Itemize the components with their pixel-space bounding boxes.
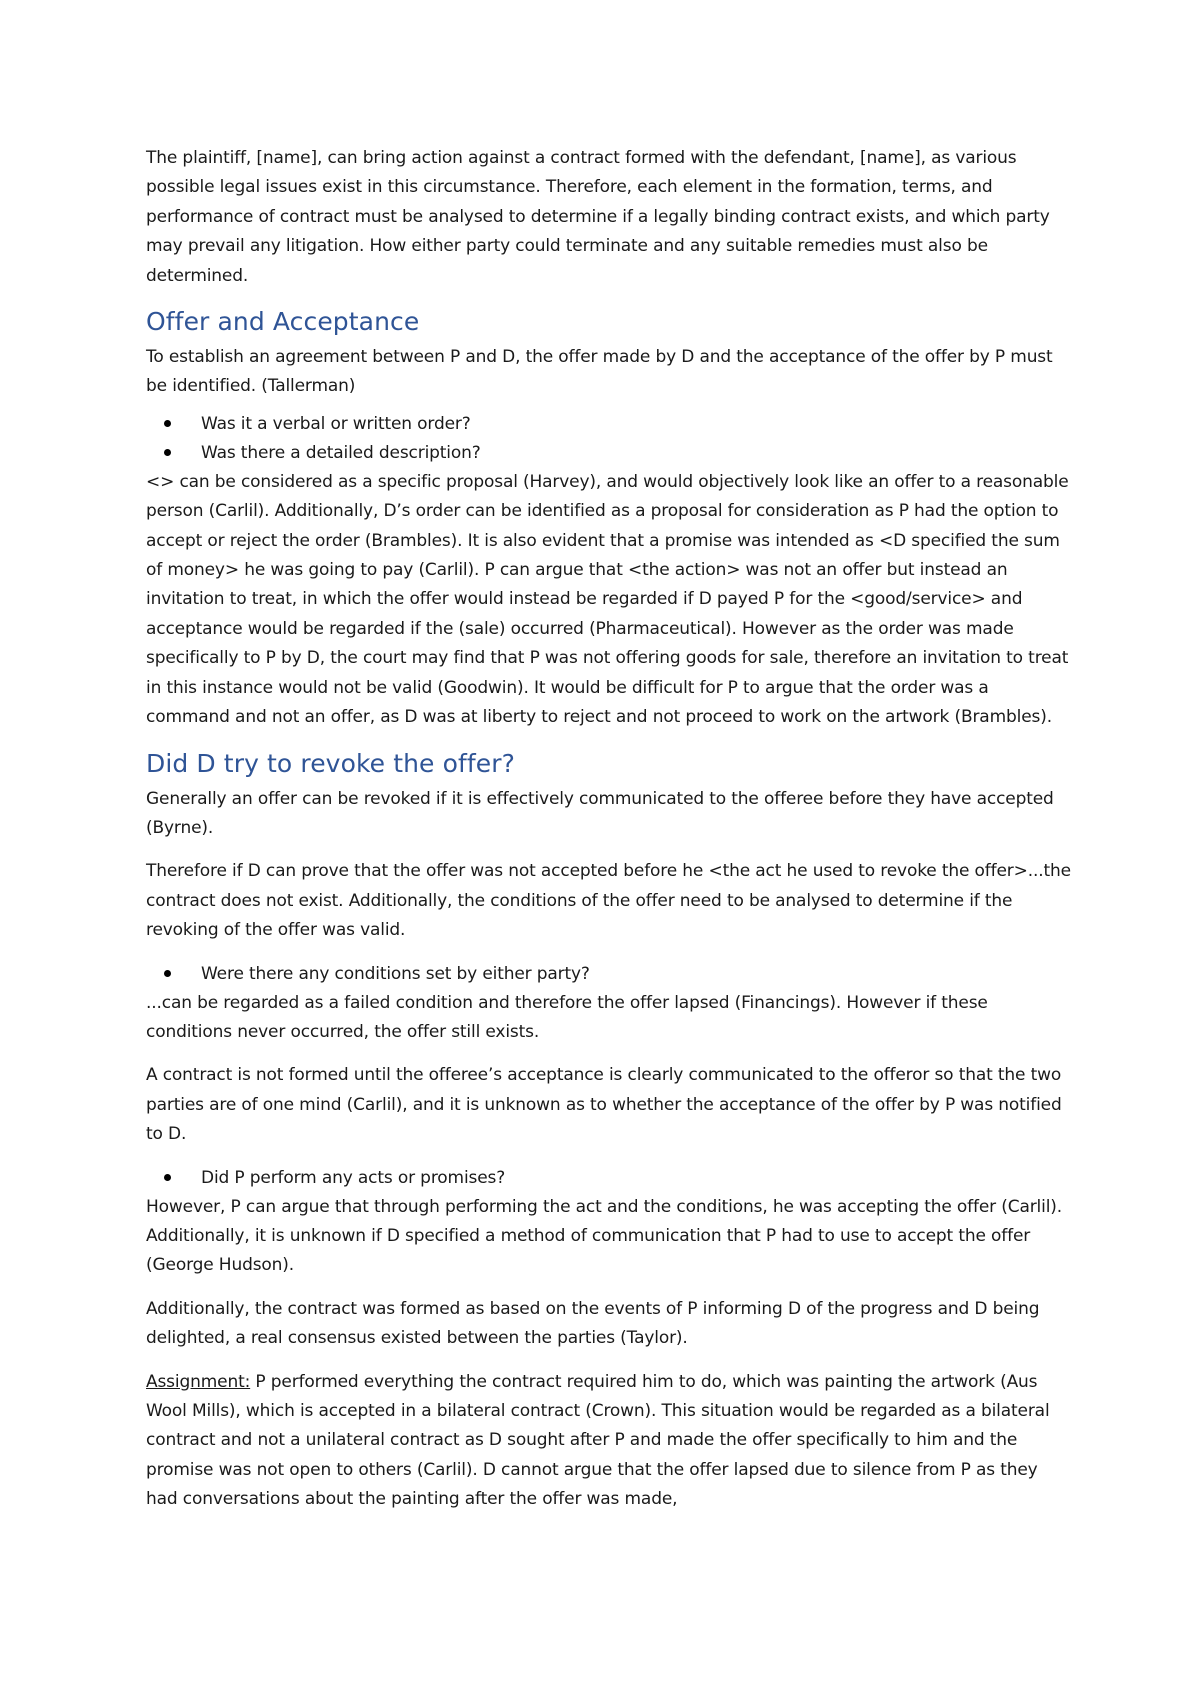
bullet-icon bbox=[164, 449, 171, 456]
assignment-text: P performed everything the contract required him to do, which was painting the artwork (Aus Wool Mills), which is accepted in a bilateral contract (Crown). This situation would be regarded as a bilateral contract and not a unilateral contract as D sought after P and made the offer specifically to him and the promise was not open to others (Carlil). D cannot argue that the offer lapsed due to silence from P as they had conversations about the painting after the offer was made, bbox=[146, 1371, 1050, 1510]
revoke-paragraph-7 bbox=[146, 1368, 1074, 1515]
heading-revoke-offer: Did D try to revoke the offer? bbox=[146, 748, 515, 778]
revoke-paragraph-2: Therefore if D can prove that the offer was not accepted before he <the act he used to revoke the offer>...the contract does not exist. Additionally, the conditions of the offer need to be analysed to determine if the revoking of the offer was valid. bbox=[146, 861, 1071, 941]
revoke-bullet-list-2 bbox=[146, 1164, 1074, 1193]
offer-paragraph-1: To establish an agreement between P and D, the offer made by D and the acceptance of the offer by P must be identified. (Tallerman) bbox=[146, 347, 1053, 397]
revoke-bullet-list-1 bbox=[146, 960, 1074, 989]
bullet-icon bbox=[164, 1174, 171, 1181]
offer-bullet-list bbox=[146, 410, 1074, 468]
bullet-item bbox=[146, 410, 1074, 439]
bullet-icon bbox=[164, 420, 171, 427]
revoke-paragraph-6: Additionally, the contract was formed as based on the events of P informing D of the progress and D being delighted, a real consensus existed between the parties (Taylor). bbox=[146, 1298, 1040, 1349]
offer-paragraph-2: <> can be considered as a specific proposal (Harvey), and would objectively look like an offer to a reasonable person (Carlil). Additionally, D’s order can be identified as a proposal for consideration as P had the option to accept or reject the order (Brambles). It is also evident that a promise was intended as <D specified the sum of money> he was going to pay (Carlil). P can argue that <the action> was not an offer but instead an invitation to treat, in which the offer would instead be regarded if D payed P for the <good/service> and acceptance would be regarded if the (sale) occurred (Pharmaceutical). However as the order was made specifically to P by D, the court may find that P was not offering goods for sale, therefore an invitation to treat in this instance would not be valid (Goodwin). It would be difficult for P to argue that the order was a command and not an offer, as D was at liberty to reject and not proceed to work on the artwork (Brambles). bbox=[146, 471, 1069, 728]
bullet-text: Were there any conditions set by either party? bbox=[201, 963, 590, 984]
bullet-text: Was it a verbal or written order? bbox=[201, 413, 471, 434]
intro-paragraph: The plaintiff, [name], can bring action against a contract formed with the defendant, [name], as various possible legal issues exist in this circumstance. Therefore, each element in the formation, terms, and performance of contract must be analysed to determine if a legally binding contract exists, and which party may prevail any litigation. How either party could terminate and any suitable remedies must also be determined. bbox=[146, 148, 1050, 286]
assignment-label: Assignment: bbox=[146, 1371, 251, 1392]
heading-offer-and-acceptance: Offer and Acceptance bbox=[146, 307, 420, 337]
bullet-item bbox=[146, 439, 1074, 468]
bullet-item bbox=[146, 1164, 1074, 1193]
bullet-icon bbox=[164, 970, 171, 977]
bullet-text: Did P perform any acts or promises? bbox=[201, 1167, 506, 1188]
revoke-paragraph-1: Generally an offer can be revoked if it is effectively communicated to the offeree before they have accepted (Byrne). bbox=[146, 788, 1054, 838]
revoke-paragraph-4: A contract is not formed until the offeree’s acceptance is clearly communicated to the offeror so that the two parties are of one mind (Carlil), and it is unknown as to whether the acceptance of the offer by P was notified to D. bbox=[146, 1065, 1062, 1145]
revoke-paragraph-5: However, P can argue that through performing the act and the conditions, he was accepting the offer (Carlil). Additionally, it is unknown if D specified a method of communication that P had to use to accept the offer (George Hudson). bbox=[146, 1196, 1063, 1276]
bullet-item bbox=[146, 960, 1074, 989]
revoke-paragraph-3: ...can be regarded as a failed condition and therefore the offer lapsed (Financings). However if these conditions never occurred, the offer still exists. bbox=[146, 992, 988, 1042]
bullet-text: Was there a detailed description? bbox=[201, 442, 481, 463]
